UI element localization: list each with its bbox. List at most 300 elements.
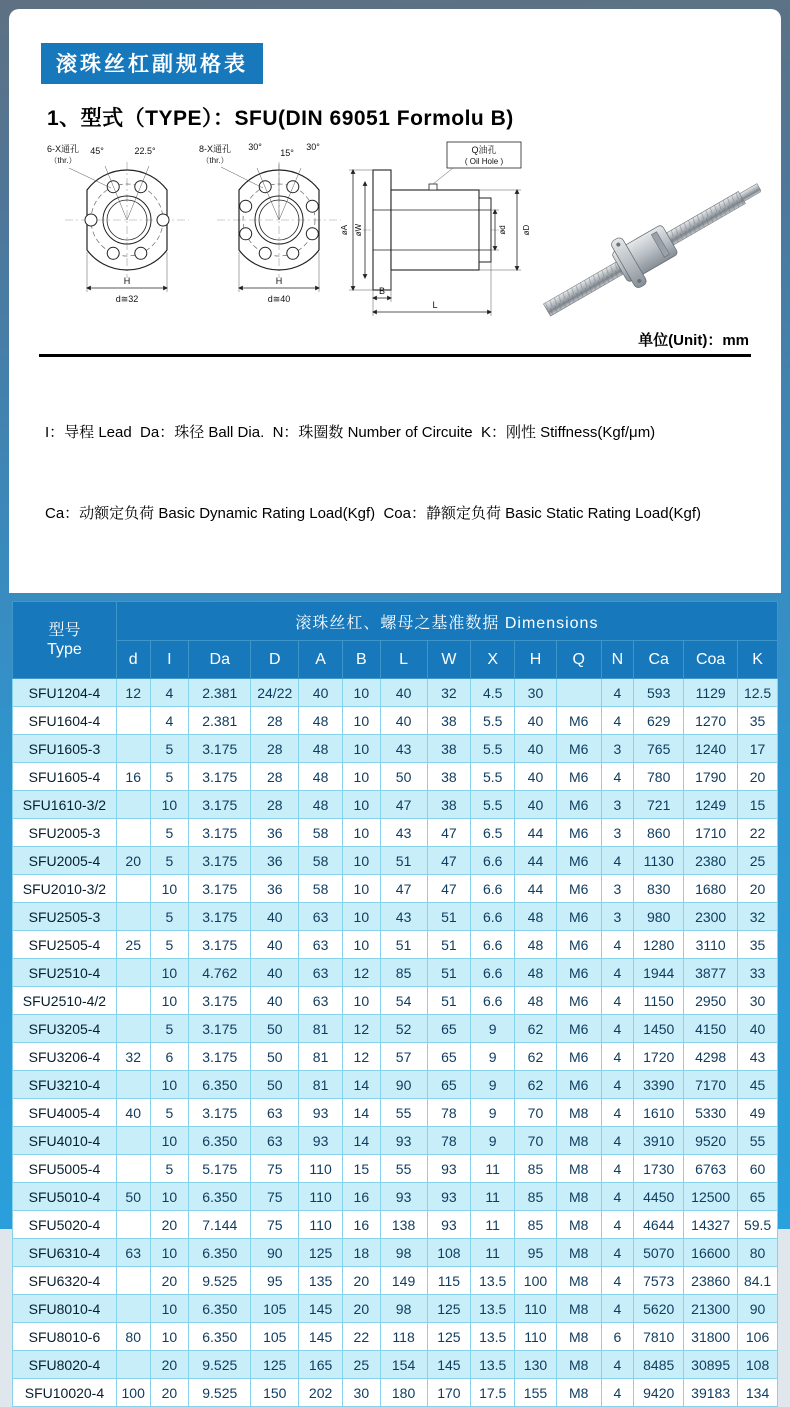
dia-d-big-label: øD xyxy=(522,224,531,236)
cell-a: 110 xyxy=(299,1155,343,1183)
cell-a: 93 xyxy=(299,1127,343,1155)
dim-l-label: L xyxy=(432,300,438,310)
cell-da: 3.175 xyxy=(189,903,251,931)
cell-q: M6 xyxy=(556,959,601,987)
cell-da: 5.175 xyxy=(189,1155,251,1183)
cell-w: 65 xyxy=(427,1043,471,1071)
cell-l: 138 xyxy=(380,1211,427,1239)
cell-d: 16 xyxy=(116,763,150,791)
cell-d: 40 xyxy=(251,987,299,1015)
cell-b: 15 xyxy=(342,1155,380,1183)
col-header-d: D xyxy=(251,641,299,679)
cell-l: 52 xyxy=(380,1015,427,1043)
cell-i: 5 xyxy=(150,1015,189,1043)
spec-table xyxy=(12,601,778,1407)
cell-l: 47 xyxy=(380,875,427,903)
cell-d xyxy=(116,1071,150,1099)
cell-h: 48 xyxy=(515,931,557,959)
cell-k: 49 xyxy=(738,1099,778,1127)
cell-n: 4 xyxy=(601,1015,634,1043)
cell-l: 47 xyxy=(380,791,427,819)
cell-type: SFU6320-4 xyxy=(13,1267,117,1295)
table-row xyxy=(13,763,778,791)
cell-coa: 4298 xyxy=(684,1043,738,1071)
cell-h: 70 xyxy=(515,1099,557,1127)
cell-x: 5.5 xyxy=(471,735,515,763)
cell-n: 4 xyxy=(601,707,634,735)
cell-d: 28 xyxy=(251,791,299,819)
table-row xyxy=(13,1267,778,1295)
table-row xyxy=(13,1183,778,1211)
cell-h: 62 xyxy=(515,1015,557,1043)
cell-k: 20 xyxy=(738,763,778,791)
cell-i: 10 xyxy=(150,875,189,903)
cell-h: 95 xyxy=(515,1239,557,1267)
table-row xyxy=(13,735,778,763)
cell-w: 38 xyxy=(427,791,471,819)
cell-w: 108 xyxy=(427,1239,471,1267)
cell-h: 155 xyxy=(515,1379,557,1407)
cell-da: 3.175 xyxy=(189,875,251,903)
table-row xyxy=(13,791,778,819)
cell-h: 100 xyxy=(515,1267,557,1295)
cell-d xyxy=(116,987,150,1015)
cell-a: 58 xyxy=(299,847,343,875)
cell-w: 51 xyxy=(427,903,471,931)
cell-k: 59.5 xyxy=(738,1211,778,1239)
spec-table-section xyxy=(9,593,781,1407)
cell-ca: 1280 xyxy=(634,931,684,959)
cell-w: 125 xyxy=(427,1323,471,1351)
cell-a: 93 xyxy=(299,1099,343,1127)
cell-x: 11 xyxy=(471,1155,515,1183)
cell-a: 165 xyxy=(299,1351,343,1379)
cell-l: 149 xyxy=(380,1267,427,1295)
technical-drawings xyxy=(39,140,761,335)
cell-ca: 593 xyxy=(634,679,684,707)
cell-b: 16 xyxy=(342,1183,380,1211)
table-row xyxy=(13,1127,778,1155)
cell-q: M6 xyxy=(556,1015,601,1043)
flange8-thr-label: （thr.） xyxy=(201,156,229,165)
cell-da: 2.381 xyxy=(189,679,251,707)
cell-h: 48 xyxy=(515,959,557,987)
cell-ca: 7573 xyxy=(634,1267,684,1295)
spec-sheet-top xyxy=(9,9,781,593)
cell-k: 25 xyxy=(738,847,778,875)
cell-q: M8 xyxy=(556,1127,601,1155)
cell-n: 4 xyxy=(601,959,634,987)
cell-d: 50 xyxy=(116,1183,150,1211)
cell-d: 50 xyxy=(251,1015,299,1043)
cell-b: 22 xyxy=(342,1323,380,1351)
cell-a: 145 xyxy=(299,1295,343,1323)
dia-d-small-label: ød xyxy=(498,225,507,235)
cell-b: 10 xyxy=(342,847,380,875)
cell-n: 4 xyxy=(601,931,634,959)
oil-hole-label-cn: Q油孔 xyxy=(471,145,497,155)
flange8-angle-15: 15° xyxy=(280,148,294,158)
cell-w: 65 xyxy=(427,1071,471,1099)
cell-x: 17.5 xyxy=(471,1379,515,1407)
cell-w: 51 xyxy=(427,987,471,1015)
cell-k: 60 xyxy=(738,1155,778,1183)
cell-type: SFU5005-4 xyxy=(13,1155,117,1183)
cell-x: 13.5 xyxy=(471,1351,515,1379)
cell-d xyxy=(116,1127,150,1155)
cell-x: 6.6 xyxy=(471,959,515,987)
cell-x: 6.6 xyxy=(471,847,515,875)
cell-d: 50 xyxy=(251,1071,299,1099)
cell-w: 125 xyxy=(427,1295,471,1323)
table-row xyxy=(13,875,778,903)
cell-d: 63 xyxy=(251,1127,299,1155)
cell-x: 13.5 xyxy=(471,1323,515,1351)
cell-i: 10 xyxy=(150,987,189,1015)
cell-da: 3.175 xyxy=(189,1099,251,1127)
cell-i: 20 xyxy=(150,1211,189,1239)
cell-b: 14 xyxy=(342,1099,380,1127)
cell-n: 4 xyxy=(601,1183,634,1211)
cell-x: 9 xyxy=(471,1099,515,1127)
cell-da: 6.350 xyxy=(189,1127,251,1155)
cell-b: 10 xyxy=(342,735,380,763)
cell-d xyxy=(116,707,150,735)
cell-coa: 1680 xyxy=(684,875,738,903)
cell-q: M6 xyxy=(556,707,601,735)
cell-q: M6 xyxy=(556,931,601,959)
cell-ca: 780 xyxy=(634,763,684,791)
cell-coa: 1270 xyxy=(684,707,738,735)
col-header-type xyxy=(13,602,117,679)
cell-q: M8 xyxy=(556,1099,601,1127)
cell-l: 43 xyxy=(380,819,427,847)
cell-l: 98 xyxy=(380,1295,427,1323)
cell-coa: 5330 xyxy=(684,1099,738,1127)
cell-type: SFU2510-4 xyxy=(13,959,117,987)
cell-l: 51 xyxy=(380,931,427,959)
cell-h: 48 xyxy=(515,903,557,931)
cell-d: 32 xyxy=(116,1043,150,1071)
cell-b: 10 xyxy=(342,707,380,735)
cell-b: 10 xyxy=(342,819,380,847)
cell-k: 65 xyxy=(738,1183,778,1211)
cell-l: 154 xyxy=(380,1351,427,1379)
cell-type: SFU5020-4 xyxy=(13,1211,117,1239)
cell-w: 47 xyxy=(427,847,471,875)
cell-w: 47 xyxy=(427,819,471,847)
table-row xyxy=(13,847,778,875)
col-header-a: A xyxy=(299,641,343,679)
cell-ca: 4450 xyxy=(634,1183,684,1211)
cell-n: 6 xyxy=(601,1323,634,1351)
dim-b-label: B xyxy=(378,286,386,296)
cell-i: 10 xyxy=(150,791,189,819)
cell-coa: 9520 xyxy=(684,1127,738,1155)
cell-k: 35 xyxy=(738,931,778,959)
cell-h: 40 xyxy=(515,735,557,763)
cell-da: 3.175 xyxy=(189,791,251,819)
cell-d: 125 xyxy=(251,1351,299,1379)
cell-d xyxy=(116,791,150,819)
cell-q: M8 xyxy=(556,1155,601,1183)
cell-type: SFU1605-4 xyxy=(13,763,117,791)
cell-ca: 1450 xyxy=(634,1015,684,1043)
cell-l: 90 xyxy=(380,1071,427,1099)
cell-h: 30 xyxy=(515,679,557,707)
cell-i: 5 xyxy=(150,763,189,791)
dia-w-label: øW xyxy=(354,223,363,237)
cell-d: 28 xyxy=(251,763,299,791)
cell-h: 40 xyxy=(515,791,557,819)
cell-type: SFU8010-4 xyxy=(13,1295,117,1323)
cell-h: 85 xyxy=(515,1155,557,1183)
cell-type: SFU5010-4 xyxy=(13,1183,117,1211)
cell-l: 43 xyxy=(380,903,427,931)
col-header-d: d xyxy=(116,641,150,679)
cell-l: 43 xyxy=(380,735,427,763)
cell-da: 3.175 xyxy=(189,763,251,791)
cell-h: 62 xyxy=(515,1043,557,1071)
cell-n: 4 xyxy=(601,1379,634,1407)
cell-coa: 2380 xyxy=(684,847,738,875)
cell-a: 125 xyxy=(299,1239,343,1267)
cell-a: 58 xyxy=(299,819,343,847)
cell-coa: 39183 xyxy=(684,1379,738,1407)
cell-coa: 2950 xyxy=(684,987,738,1015)
col-header-n: N xyxy=(601,641,634,679)
table-row xyxy=(13,1043,778,1071)
cell-k: 90 xyxy=(738,1295,778,1323)
cell-b: 10 xyxy=(342,987,380,1015)
cell-d: 40 xyxy=(116,1099,150,1127)
cell-l: 180 xyxy=(380,1379,427,1407)
cell-da: 9.525 xyxy=(189,1267,251,1295)
flange-8-hole-drawing xyxy=(199,142,341,304)
cell-d: 150 xyxy=(251,1379,299,1407)
cell-b: 12 xyxy=(342,1015,380,1043)
cell-w: 93 xyxy=(427,1155,471,1183)
cell-k: 106 xyxy=(738,1323,778,1351)
cell-q: M6 xyxy=(556,819,601,847)
type-header-cn: 型号 xyxy=(48,622,81,639)
cell-k: 55 xyxy=(738,1127,778,1155)
legend xyxy=(45,365,751,581)
cell-a: 63 xyxy=(299,931,343,959)
type-header-en: Type xyxy=(47,641,82,658)
cell-x: 5.5 xyxy=(471,707,515,735)
cell-coa: 31800 xyxy=(684,1323,738,1351)
col-header-k: K xyxy=(738,641,778,679)
flange6-dim-d: d≅32 xyxy=(115,294,139,304)
cell-d: 75 xyxy=(251,1183,299,1211)
cell-type: SFU1610-3/2 xyxy=(13,791,117,819)
cell-x: 11 xyxy=(471,1183,515,1211)
cell-i: 20 xyxy=(150,1267,189,1295)
cell-da: 3.175 xyxy=(189,847,251,875)
cell-n: 3 xyxy=(601,903,634,931)
cell-coa: 30895 xyxy=(684,1351,738,1379)
cell-ca: 3390 xyxy=(634,1071,684,1099)
cell-a: 58 xyxy=(299,875,343,903)
col-header-ca: Ca xyxy=(634,641,684,679)
cell-b: 12 xyxy=(342,1043,380,1071)
cell-da: 3.175 xyxy=(189,987,251,1015)
cell-q: M8 xyxy=(556,1295,601,1323)
cell-l: 85 xyxy=(380,959,427,987)
cell-i: 5 xyxy=(150,903,189,931)
cell-a: 145 xyxy=(299,1323,343,1351)
cell-d xyxy=(116,1211,150,1239)
cell-b: 10 xyxy=(342,791,380,819)
flange6-angle-22-5: 22.5° xyxy=(134,146,156,156)
cell-k: 40 xyxy=(738,1015,778,1043)
cell-coa: 1790 xyxy=(684,763,738,791)
flange8-angle-30b: 30° xyxy=(306,142,320,152)
cell-ca: 7810 xyxy=(634,1323,684,1351)
spec-table-body xyxy=(13,679,778,1407)
cell-ca: 980 xyxy=(634,903,684,931)
cell-ca: 3910 xyxy=(634,1127,684,1155)
table-row xyxy=(13,903,778,931)
cell-n: 4 xyxy=(601,847,634,875)
cell-n: 4 xyxy=(601,1295,634,1323)
cell-a: 48 xyxy=(299,791,343,819)
cell-ca: 721 xyxy=(634,791,684,819)
cell-b: 14 xyxy=(342,1127,380,1155)
flange8-label: 8-X通孔 xyxy=(198,144,232,154)
cell-d xyxy=(116,875,150,903)
cell-w: 78 xyxy=(427,1099,471,1127)
cell-coa: 3877 xyxy=(684,959,738,987)
flange6-angle-45: 45° xyxy=(90,146,104,156)
table-row xyxy=(13,1351,778,1379)
cell-w: 38 xyxy=(427,763,471,791)
cell-h: 44 xyxy=(515,875,557,903)
cell-l: 57 xyxy=(380,1043,427,1071)
cell-a: 63 xyxy=(299,959,343,987)
cell-l: 40 xyxy=(380,679,427,707)
cell-a: 63 xyxy=(299,987,343,1015)
cell-ca: 5070 xyxy=(634,1239,684,1267)
cell-coa: 12500 xyxy=(684,1183,738,1211)
cell-coa: 2300 xyxy=(684,903,738,931)
cell-x: 4.5 xyxy=(471,679,515,707)
cell-x: 5.5 xyxy=(471,763,515,791)
table-row xyxy=(13,1071,778,1099)
table-row xyxy=(13,1239,778,1267)
cell-n: 3 xyxy=(601,735,634,763)
cell-da: 3.175 xyxy=(189,819,251,847)
cell-d: 24/22 xyxy=(251,679,299,707)
cell-da: 3.175 xyxy=(189,1015,251,1043)
type-heading: 1、型式（TYPE）：SFU(DIN 69051 Formolu B) xyxy=(47,107,514,130)
cell-ca: 1130 xyxy=(634,847,684,875)
cell-k: 43 xyxy=(738,1043,778,1071)
cell-i: 6 xyxy=(150,1043,189,1071)
cell-coa: 14327 xyxy=(684,1211,738,1239)
col-header-coa: Coa xyxy=(684,641,738,679)
cell-ca: 860 xyxy=(634,819,684,847)
cell-coa: 3110 xyxy=(684,931,738,959)
cell-i: 5 xyxy=(150,847,189,875)
cell-w: 51 xyxy=(427,931,471,959)
cell-q: M8 xyxy=(556,1211,601,1239)
flange8-angle-30a: 30° xyxy=(248,142,262,152)
cell-coa: 1129 xyxy=(684,679,738,707)
cell-d xyxy=(116,1155,150,1183)
cell-k: 22 xyxy=(738,819,778,847)
cell-l: 40 xyxy=(380,707,427,735)
cell-l: 118 xyxy=(380,1323,427,1351)
table-title: 滚珠丝杠、螺母之基准数据 Dimensions xyxy=(116,602,777,641)
cell-da: 3.175 xyxy=(189,1043,251,1071)
cell-q: M6 xyxy=(556,735,601,763)
cell-n: 4 xyxy=(601,1267,634,1295)
cell-x: 9 xyxy=(471,1071,515,1099)
cell-d xyxy=(116,735,150,763)
table-row xyxy=(13,1211,778,1239)
cell-da: 6.350 xyxy=(189,1239,251,1267)
cell-x: 13.5 xyxy=(471,1295,515,1323)
table-row xyxy=(13,987,778,1015)
cell-da: 3.175 xyxy=(189,931,251,959)
cell-l: 55 xyxy=(380,1155,427,1183)
cell-n: 4 xyxy=(601,679,634,707)
flange6-thr-label: （thr.） xyxy=(49,156,77,165)
cell-l: 55 xyxy=(380,1099,427,1127)
cell-n: 3 xyxy=(601,791,634,819)
flange8-dim-h: H xyxy=(275,276,283,286)
col-header-da: Da xyxy=(189,641,251,679)
cell-ca: 629 xyxy=(634,707,684,735)
table-row xyxy=(13,1323,778,1351)
cell-k: 15 xyxy=(738,791,778,819)
cell-coa: 16600 xyxy=(684,1239,738,1267)
cell-d: 80 xyxy=(116,1323,150,1351)
col-header-h: H xyxy=(515,641,557,679)
cell-k: 20 xyxy=(738,875,778,903)
cell-d: 75 xyxy=(251,1155,299,1183)
cell-h: 85 xyxy=(515,1183,557,1211)
cell-q: M8 xyxy=(556,1323,601,1351)
cell-q: M6 xyxy=(556,987,601,1015)
cell-n: 4 xyxy=(601,1155,634,1183)
cell-q xyxy=(556,679,601,707)
cell-w: 47 xyxy=(427,875,471,903)
cell-type: SFU2010-3/2 xyxy=(13,875,117,903)
cell-type: SFU2005-4 xyxy=(13,847,117,875)
cell-w: 115 xyxy=(427,1267,471,1295)
cell-d: 75 xyxy=(251,1211,299,1239)
cell-q: M6 xyxy=(556,1043,601,1071)
cell-a: 110 xyxy=(299,1211,343,1239)
cell-k: 33 xyxy=(738,959,778,987)
cell-i: 5 xyxy=(150,819,189,847)
cell-ca: 1944 xyxy=(634,959,684,987)
cell-da: 6.350 xyxy=(189,1295,251,1323)
cell-type: SFU8010-6 xyxy=(13,1323,117,1351)
cell-n: 4 xyxy=(601,987,634,1015)
cell-w: 145 xyxy=(427,1351,471,1379)
cell-da: 6.350 xyxy=(189,1071,251,1099)
cell-x: 6.6 xyxy=(471,875,515,903)
cell-w: 51 xyxy=(427,959,471,987)
oil-hole-label-en: ( Oil Hole ) xyxy=(464,157,504,166)
cell-w: 38 xyxy=(427,735,471,763)
cell-q: M6 xyxy=(556,847,601,875)
cell-w: 32 xyxy=(427,679,471,707)
